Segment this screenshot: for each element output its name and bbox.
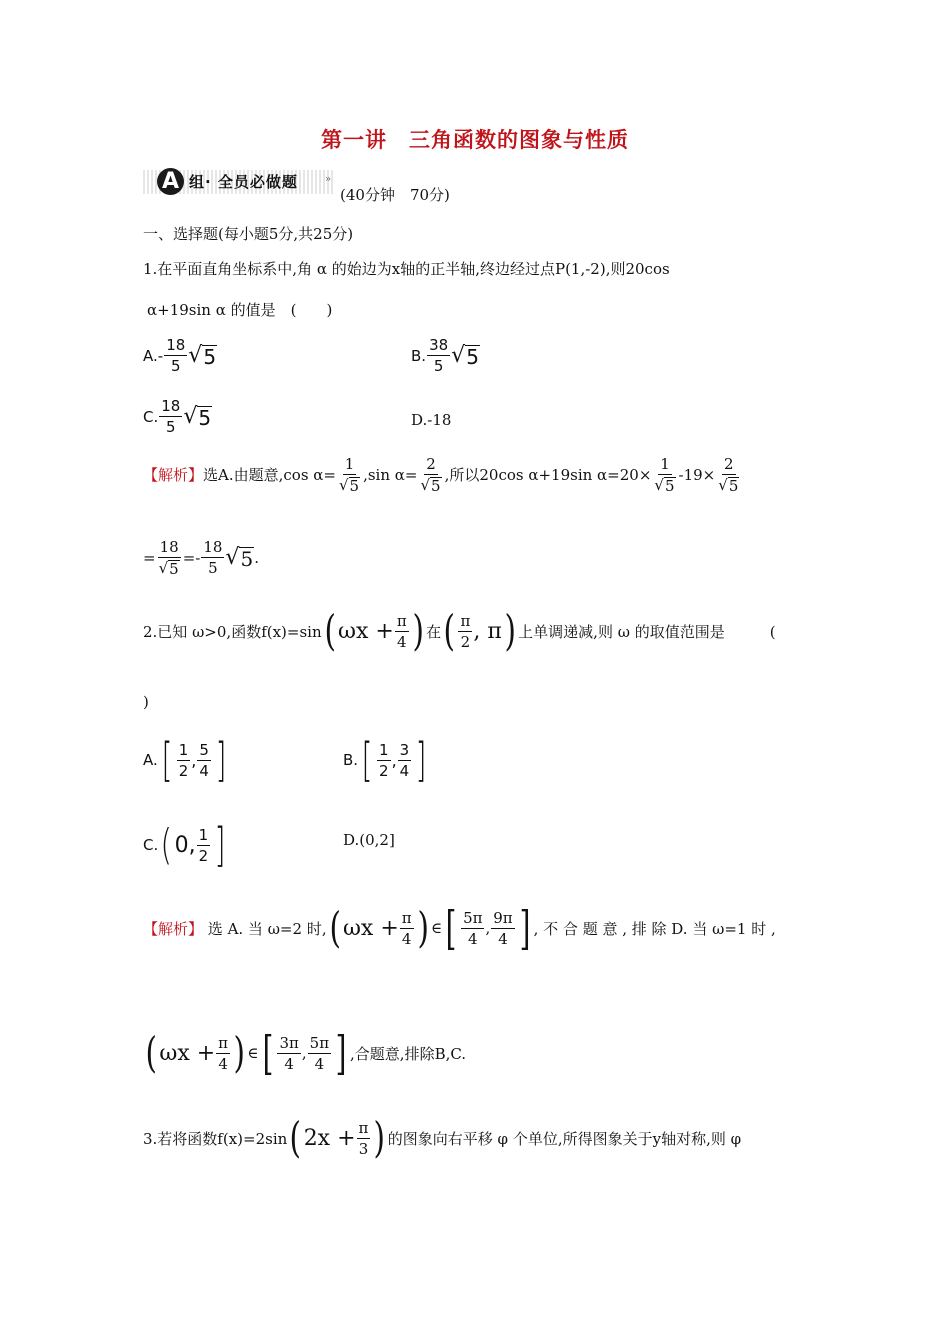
badge-arrow-icon: »: [325, 174, 332, 185]
q2-option-b: B. [ $\frac{1}{2}$ , $\frac{3}{4}$ ]: [343, 733, 427, 787]
q2-analysis-line2: ( ωx + $\frac{\pi}{4}$ ) ∈ [ $\frac{3\pi}{4}$ , $\frac{5\pi}{4}$ ] ,合题意,排除B,C.: [145, 1026, 467, 1080]
q1-analysis-line2: = 18 √ 5 =- $\frac{18}{5}$ √ 5 .: [143, 538, 259, 578]
q2-option-a: A. [ $\frac{1}{2}$ , $\frac{5}{4}$ ]: [143, 733, 227, 787]
q2-stem-close: ): [143, 693, 149, 711]
q3-stem: 3.若将函数f(x)=2sin ( 2x + $\frac{\pi}{3}$ ) 的图象向右平移 φ 个单位,所得图象关于y轴对称,则 φ: [143, 1113, 742, 1162]
q2-analysis-line1: 【解析】 选 A. 当 ω=2 时, ( ωx + $\frac{\pi}{4}$ ) ∈ [ $\frac{5\pi}{4}$ , $\frac{9\pi}{4}$ ] , 不 合 题 意 , 排 除 D. 当 ω=1 时 ,: [143, 901, 776, 955]
badge-text: 组· 全员必做题: [189, 173, 298, 191]
page-title: 第一讲 三角函数的图象与性质: [321, 127, 629, 152]
q2-stem: 2.已知 ω>0,函数f(x)=sin ( ωx + $\frac{\pi}{4}$ ) 在 ( $\frac{\pi}{2}$ , π ) 上单调递减,则 ω 的取值范围是 (: [143, 606, 776, 655]
q2-option-c: C. ( 0, $\frac{1}{2}$ ]: [143, 818, 226, 872]
q1-option-a: A.- $\frac{18}{5}$ √ 5: [143, 336, 217, 375]
time-info: (40分钟 70分): [340, 186, 450, 204]
q1-option-d: D.-18: [411, 411, 452, 429]
q1-option-b: B. $\frac{38}{5}$ √ 5: [411, 336, 479, 375]
section-badge: [143, 168, 333, 196]
q1-stem-line2: α+19sin α 的值是 ( ): [147, 301, 333, 319]
q1-analysis-line1: 【解析】 选A.由题意,cos α= 1 √ 5 ,sin α= 2 √ 5 ,所以20cos α+19sin α=20× 1 √ 5 -19× 2 √ 5: [143, 455, 739, 495]
q1-option-c: C. $\frac{18}{5}$ √ 5: [143, 397, 212, 436]
section-heading: 一、选择题(每小题5分,共25分): [143, 225, 354, 243]
badge-letter: A: [157, 168, 184, 195]
q1-stem-line1: 1.在平面直角坐标系中,角 α 的始边为x轴的正半轴,终边经过点P(1,-2),则20cos: [143, 260, 670, 278]
q2-option-d: D.(0,2]: [343, 831, 395, 849]
